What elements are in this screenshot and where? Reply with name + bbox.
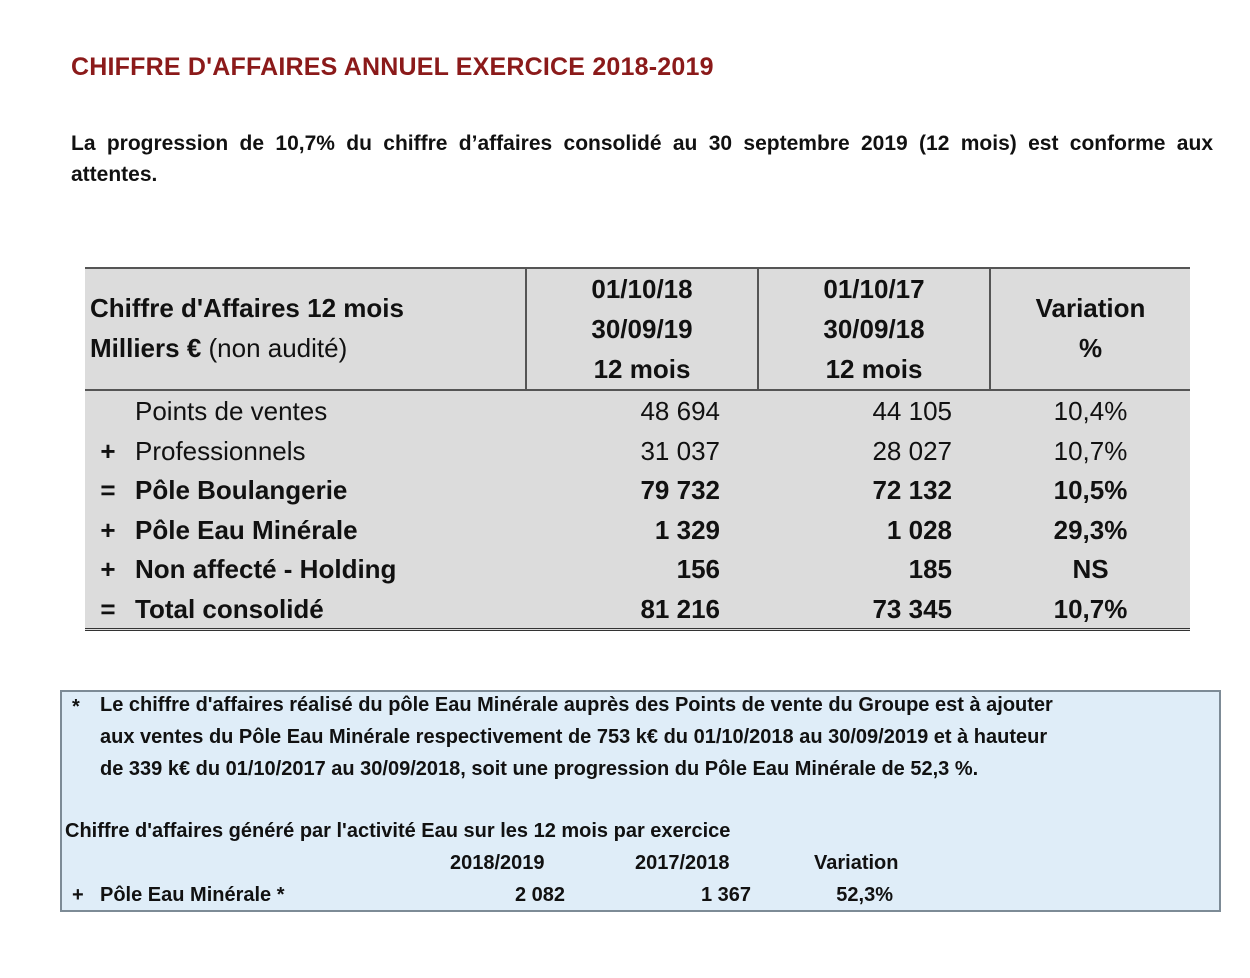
header-col-previous-end: 30/09/18: [823, 314, 925, 344]
header-col-current: [527, 269, 759, 389]
header-col-previous-start: 01/10/17: [823, 274, 925, 304]
table-row: [85, 589, 1190, 629]
header-label-line1: Chiffre d'Affaires 12 mois: [90, 293, 404, 323]
header-col-current-start: 01/10/18: [591, 274, 693, 304]
table-row: [85, 510, 1190, 550]
row-value-current: 48 694: [640, 396, 720, 426]
table-row: [85, 431, 1190, 471]
row-label: Pôle Eau Minérale: [135, 515, 358, 545]
water-subtable-value-current: 2 082: [514, 884, 565, 906]
water-subtable-sign: +: [72, 884, 84, 906]
water-subtable-variation: 52,3%: [836, 884, 893, 906]
water-subtable-header-current: 2018/2019: [450, 852, 545, 874]
row-variation: 10,4%: [1053, 396, 1128, 426]
water-subtable-header-variation: Variation: [814, 852, 899, 874]
row-value-previous: 1 028: [886, 515, 952, 545]
water-subtable-label: Pôle Eau Minérale *: [100, 884, 285, 906]
row-value-current: 156: [676, 554, 720, 584]
row-label: Pôle Boulangerie: [135, 475, 348, 505]
table-row: [85, 549, 1190, 589]
row-value-current: 79 732: [640, 475, 720, 505]
header-col-variation-line2: %: [1078, 333, 1103, 363]
row-value-current: 81 216: [640, 594, 720, 624]
header-col-current-end: 30/09/19: [591, 314, 693, 344]
header-col-current-period: 12 mois: [593, 354, 691, 384]
row-value-previous: 73 345: [872, 594, 952, 624]
row-variation: 29,3%: [1053, 515, 1128, 545]
row-label: Professionnels: [135, 436, 306, 466]
table-header: [85, 269, 1190, 391]
row-variation: 10,7%: [1053, 594, 1128, 624]
footnote-line: aux ventes du Pôle Eau Minérale respectivement de 753 k€ du 01/10/2018 au 30/09/2019 et à hauteur: [100, 726, 1048, 748]
header-unit: Milliers €: [90, 333, 202, 363]
row-label: Points de ventes: [135, 396, 328, 426]
header-col-previous-period: 12 mois: [825, 354, 923, 384]
header-label-line2: [90, 333, 347, 364]
row-value-current: 31 037: [640, 436, 720, 466]
row-sign: +: [100, 515, 116, 545]
water-subtable-header-previous: 2017/2018: [635, 852, 730, 874]
row-sign: =: [100, 594, 116, 624]
row-label: Non affecté - Holding: [135, 554, 397, 584]
row-variation: 10,7%: [1053, 436, 1128, 466]
footnote-marker: *: [72, 696, 80, 718]
row-sign: =: [100, 475, 116, 505]
row-value-previous: 185: [908, 554, 952, 584]
header-unit-note: (non audité): [201, 333, 348, 363]
row-value-previous: 72 132: [872, 475, 952, 505]
intro-paragraph: La progression de 10,7% du chiffre d’affaires consolidé au 30 septembre 2019 (12 mois) est conforme aux attentes.: [71, 132, 1213, 186]
page-title: CHIFFRE D'AFFAIRES ANNUEL EXERCICE 2018-2019: [71, 53, 714, 81]
header-col-variation-line1: Variation: [1035, 293, 1146, 323]
row-value-previous: 44 105: [872, 396, 952, 426]
row-value-previous: 28 027: [872, 436, 952, 466]
header-col-variation: [991, 269, 1190, 389]
footnote-line: de 339 k€ du 01/10/2017 au 30/09/2018, soit une progression du Pôle Eau Minérale de 52,3 %.: [100, 758, 979, 780]
footnote-box: [60, 690, 1221, 912]
table-row: [85, 470, 1190, 510]
row-label: Total consolidé: [135, 594, 324, 624]
row-variation: NS: [1072, 554, 1109, 584]
header-col-previous: [759, 269, 991, 389]
water-subtable-title: Chiffre d'affaires généré par l'activité Eau sur les 12 mois par exercice: [65, 820, 731, 842]
water-subtable-value-previous: 1 367: [700, 884, 751, 906]
row-value-current: 1 329: [654, 515, 720, 545]
row-variation: 10,5%: [1053, 475, 1128, 505]
table-row: [85, 391, 1190, 431]
revenue-table: [85, 267, 1190, 631]
header-label-cell: [85, 269, 527, 389]
row-sign: +: [100, 436, 116, 466]
row-sign: +: [100, 554, 116, 584]
footnote-line: Le chiffre d'affaires réalisé du pôle Eau Minérale auprès des Points de vente du Groupe est à ajouter: [100, 694, 1053, 716]
